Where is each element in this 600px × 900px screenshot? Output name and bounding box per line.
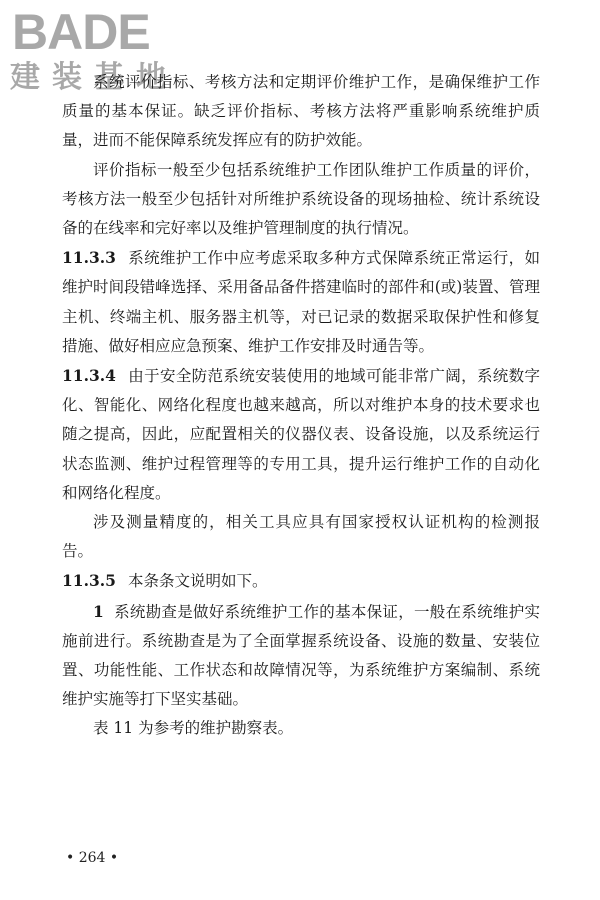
item-text: 系统勘查是做好系统维护工作的基本保证，一般在系统维护实施前进行。系统勘查是为了全面掌握系统设备、设施的数量、安装位置、功能性能、工作状态和故障情况等，为系统维护方案编制、系统维护实施等打下坚实基础。 — [62, 602, 540, 709]
watermark-cjk-text: 建装基地 — [10, 60, 178, 95]
paragraph-evaluation-indicators: 评价指标一般至少包括系统维护工作团队维护工作质量的评价，考核方法一般至少包括针对所维护系统设备的现场抽检、统计系统设备的在线率和完好率以及维护管理制度的执行情况。 — [62, 160, 540, 238]
clause-text: 系统维护工作中应考虑采取多种方式保障系统正常运行，如维护时间段错峰选择、采用备品备件搭建临时的部件和(或)装置、管理主机、终端主机、服务器主机等，对已记录的数据采取保护性和修复措施、做好相应应急预案、维护工作安排及时通告等。 — [62, 249, 540, 355]
clause-number: 11.3.3 — [62, 248, 116, 268]
page-number: • 264 • — [66, 850, 119, 866]
clause-number: 11.3.5 — [62, 571, 116, 591]
clause-text: 本条条文说明如下。 — [127, 572, 268, 591]
item-number: 1 — [93, 601, 104, 621]
clause-11-3-3 — [62, 243, 540, 361]
paragraph-evaluation-intro: 系统评价指标、考核方法和定期评价维护工作，是确保维护工作质量的基本保证。缺乏评价指标、考核方法将严重影响系统维护质量，进而不能保障系统发挥应有的防护效能。 — [62, 73, 540, 150]
list-item-1 — [62, 597, 540, 715]
watermark-latin-text: BADE — [12, 4, 150, 60]
clause-number: 11.3.4 — [62, 366, 116, 386]
paragraph-measurement-report: 涉及测量精度的，相关工具应具有国家授权认证机构的检测报告。 — [62, 513, 540, 561]
paragraph-table-reference: 表 11 为参考的维护勘察表。 — [93, 719, 294, 738]
clause-11-3-5 — [62, 566, 540, 596]
clause-11-3-4 — [62, 361, 540, 508]
document-body — [62, 68, 540, 744]
clause-text: 由于安全防范系统安装使用的地域可能非常广阔，系统数字化、智能化、网络化程度也越来越高，所以对维护本身的技术要求也随之提高，因此，应配置相关的仪器仪表、设备设施，以及系统运行状态监测、维护过程管理等的专用工具，提升运行维护工作的自动化和网络化程度。 — [62, 367, 540, 502]
